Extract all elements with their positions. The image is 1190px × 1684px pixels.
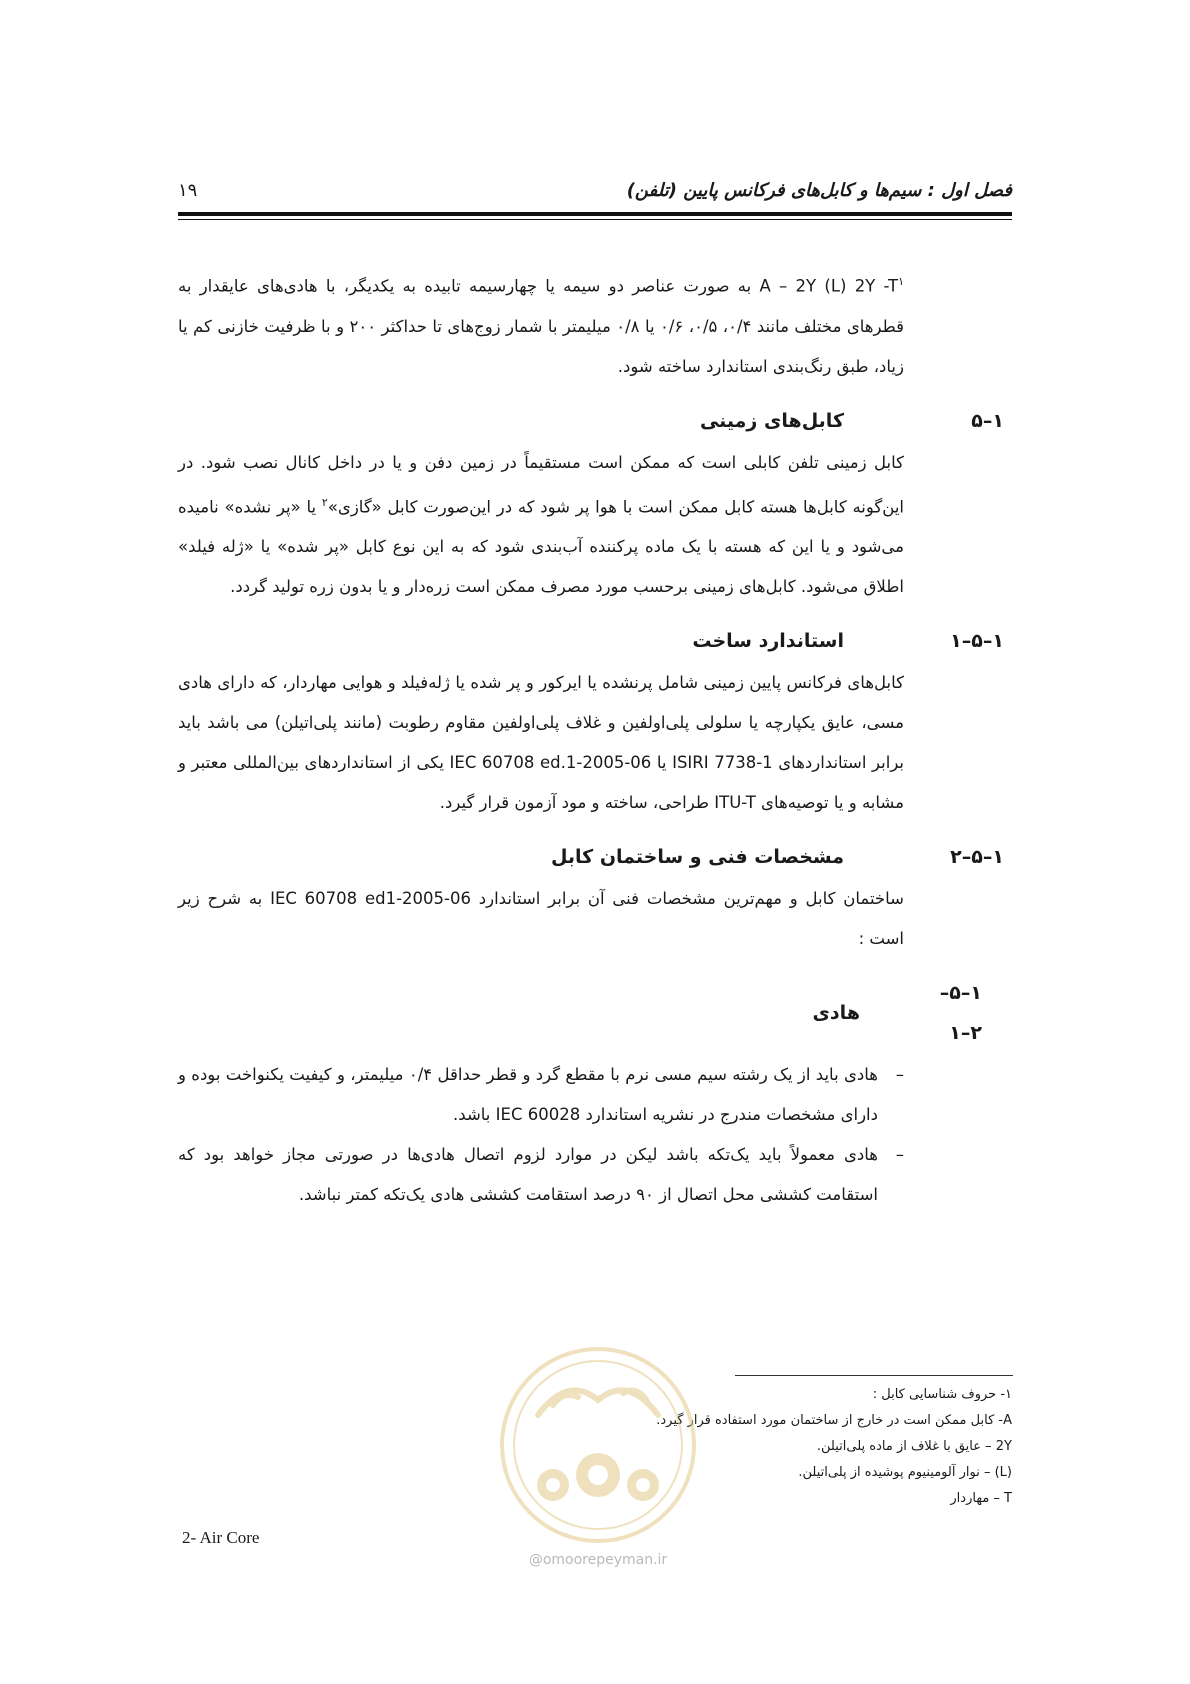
header-rule-thick [178,212,1012,216]
conductor-requirements-list [178,1055,904,1215]
section-title: مشخصات فنی و ساختمان کابل [550,846,844,868]
footnote-line: A- کابل ممکن است در خارج از ساختمان مورد استفاده قرار گیرد. [656,1413,1012,1428]
standard-ref: ISIRI 7738-1 [672,753,773,772]
footnote-2: 2- Air Core [182,1528,260,1547]
page-number: ۱۹ [178,180,198,201]
footnote-ref-2: ۲ [321,495,328,509]
bullet-dash: – [895,1145,904,1164]
standard-ref: IEC 60028 [495,1105,581,1124]
list-item-text: هادی معمولاً باید یک‌تکه باشد لیکن در موارد لزوم اتصال هادی‌ها در صورتی مجاز خواهد بود که استقامت کششی محل اتصال از ۹۰ درصد استقامت کششی هادی یک‌تکه کمتر نباشد. [178,1145,878,1204]
list-item [178,1055,904,1135]
intro-paragraph [178,262,904,387]
section-5-text-1: کابل زمینی تلفن کابلی است که ممکن است مستقیماً در زمین دفن و یا در داخل کانال نصب شود. در این‌گونه کابل‌ها هسته کابل ممکن است با هوا پر شود که در این‌صورت کابل «گازی» [178,452,904,516]
section-5-1-text-1: کابل‌های فرکانس پایین زمینی شامل پرنشده یا ایرکور و پر شده یا ژله‌فیلد و هوایی مهاردار، که دارای هادی مسی، عایق یکپارچه یا سلولی پلی‌اولفین و غلاف پلی‌اولفین مقاوم رطوبت (مانند پلی‌اتیلن) می باشد باید برابر استانداردهای [178,673,905,772]
section-5-2-text-1: ساختمان کابل و مهم‌ترین مشخصات فنی آن برابر استاندارد [478,889,904,908]
section-5-2-text-2: به شرح زیر است : [178,889,904,948]
footnote-ref-1: ۱ [898,275,905,288]
section-5-1-paragraph [178,663,904,823]
section-5-1-text-4: طراحی، ساخته و مود آزمون قرار گیرد. [439,793,709,812]
section-5-1-text-3: یکی از استانداردهای بین‌المللی معتبر و مشابه و یا توصیه‌های [178,753,904,812]
section-number: ۱–۵–۲ [950,846,1004,868]
page-header [178,180,1012,206]
section-5-paragraph [178,443,904,608]
watermark-url: @omoorepeyman.ir [528,1552,668,1568]
running-title: فصل اول : سیم‌ها و کابل‌های فرکانس پایین (تلفن) [626,180,1012,201]
cable-code: A – 2Y (L) 2Y -T [759,276,899,296]
footnote-rule [735,1375,1013,1376]
section-title: استاندارد ساخت [692,630,844,652]
section-title: هادی [812,1002,860,1024]
standard-ref: ITU-T [714,793,756,812]
section-number: ۱–۵ [971,409,1004,432]
section-number: ۱–۵–۲–۱ [939,982,982,1044]
section-heading-5-1 [178,621,1004,661]
footnote-line: 2Y – عایق با غلاف از ماده پلی‌اتیلن. [816,1439,1012,1454]
standard-ref: IEC 60708 ed.1-2005-06 [449,753,652,772]
list-item-text-end: باشد. [453,1105,491,1124]
section-heading-5-2 [178,837,1004,877]
section-5-2-paragraph [178,879,904,959]
watermark-logo [498,1345,698,1545]
intro-text: به صورت عناصر دو سیمه یا چهارسیمه تابیده به یکدیگر، با هادی‌های عایقدار به قطرهای مختلف مانند ۰/۴، ۰/۵، ۰/۶ یا ۰/۸ میلیمتر با شمار زوج‌های تا حداکثر ۲۰۰ و با ظرفیت خازنی کم یا زیاد، طبق رنگ‌بندی استاندارد ساخته شود. [178,276,905,376]
list-item [178,1135,904,1215]
section-5-text-2: یا «پر نشده» نامیده می‌شود و یا این که هسته با یک ماده پرکننده آب‌بندی شود که به این نوع کابل «پر شده» یا «ژله فیلد» اطلاق می‌شود. کابل‌های زمینی برحسب مورد مصرف ممکن است زره‌دار و یا بدون زره تولید گردد. [178,497,904,596]
section-number: ۱–۵–۱ [950,630,1004,652]
section-heading-5 [178,401,1004,441]
section-title: کابل‌های زمینی [699,409,844,432]
header-rule-thin [178,219,1012,220]
body-text [178,262,1004,1215]
footnote-line: ۱- حروف شناسایی کابل : [872,1387,1012,1402]
footnote-line: T – مهاردار [950,1491,1012,1506]
section-heading-5-2-1 [178,973,982,1053]
footnote-line: (L) – نوار آلومینیوم پوشیده از پلی‌اتیلن. [798,1465,1012,1480]
bullet-dash: – [895,1065,904,1084]
section-5-1-text-2: یا [656,753,667,772]
standard-ref: IEC 60708 ed1-2005-06 [270,889,471,908]
list-item-text: هادی باید از یک رشته سیم مسی نرم با مقطع گرد و قطر حداقل ۰/۴ میلیمتر، و کیفیت یکنواخت بوده و دارای مشخصات مندرج در نشریه استاندارد [178,1065,878,1124]
